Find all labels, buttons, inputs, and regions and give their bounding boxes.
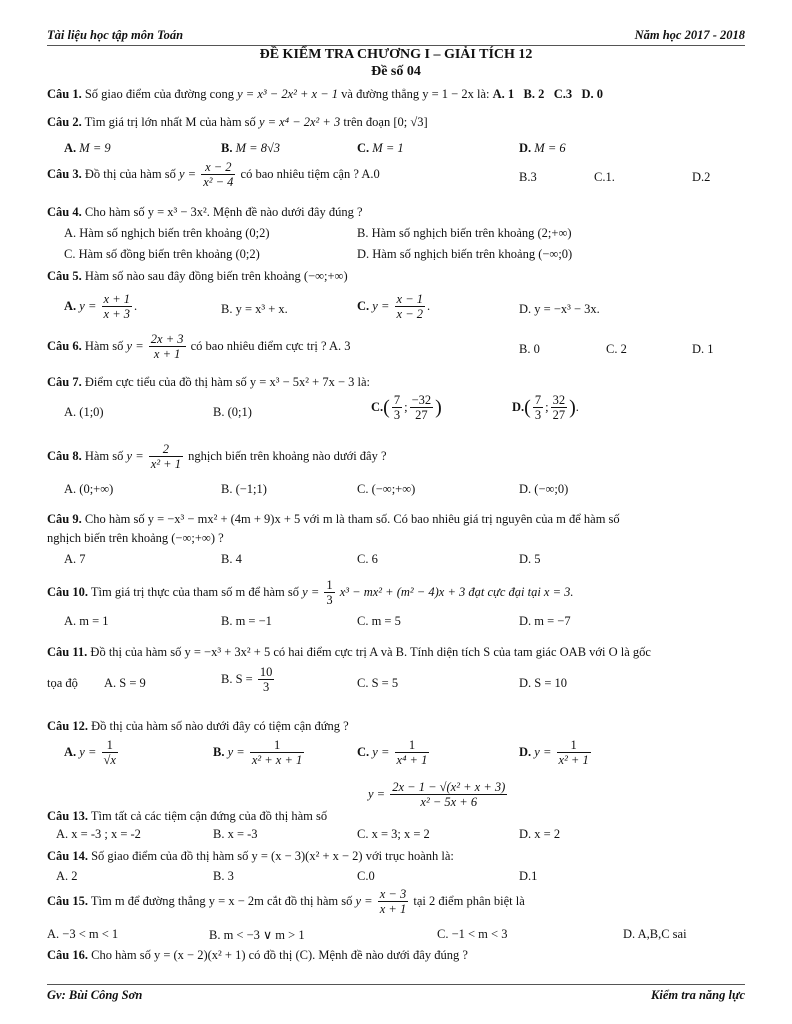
q7-c-label: C. xyxy=(371,399,384,414)
q10-text: Tìm giá trị thực của tham số m để hàm số xyxy=(90,584,300,599)
q3-text: Đồ thị của hàm số xyxy=(84,166,176,181)
q3-text2: có bao nhiêu tiệm cận ? A.0 xyxy=(240,166,380,181)
q2-c-value: M = 1 xyxy=(372,141,404,155)
q14-option-c: C.0 xyxy=(357,869,375,883)
q10-option-d: D. m = −7 xyxy=(519,614,571,628)
q6-text: Hàm số xyxy=(84,338,124,353)
q7-label: Câu 7. xyxy=(47,375,82,389)
q12-option-a: A. y = $\frac{1}{√x}$ xyxy=(64,738,116,768)
question-10: Câu 10. Tìm giá trị thực của tham số m để hàm số y = $\frac{1}{3}$ x³ − mx² + (m² − 4)x + 3 đạt cực đại tại x = 3. xyxy=(47,578,574,608)
q12-c-label: C. xyxy=(357,744,370,759)
q7-d-d2: 27 xyxy=(552,408,566,423)
footer-right: Kiểm tra năng lực xyxy=(651,988,745,1002)
q12-d-label: D. xyxy=(519,744,532,759)
q6-option-a: A. 3 xyxy=(328,338,351,353)
q9-option-d: D. 5 xyxy=(519,552,541,566)
q12-option-c: C. y = $\frac{1}{\text{x⁴ + 1}}$ xyxy=(357,738,428,768)
q13-formula: y = $\frac{\text{2x − 1 − √(x² + x + 3)}}{\text{x² − 5x + 6}}$ xyxy=(368,780,506,810)
q5-c-den: x − 2 xyxy=(396,307,423,322)
q6-label: Câu 6. xyxy=(47,338,82,353)
q5-a-label: A. xyxy=(64,298,77,313)
q3-den: x² − 4 xyxy=(203,175,234,190)
q1-expr: y = x³ − 2x² + x − 1 xyxy=(237,87,339,101)
q12-d-den: x² + 1 xyxy=(558,753,589,768)
q11-line2: tọa độ xyxy=(47,676,78,690)
q5-a-num: x + 1 xyxy=(103,292,130,306)
q15-option-a: A. −3 < m < 1 xyxy=(47,927,119,941)
page-header xyxy=(47,28,745,46)
q12-b-label: B. xyxy=(213,744,225,759)
q15-option-d: D. A,B,C sai xyxy=(623,927,687,941)
q8-text: Hàm số xyxy=(84,448,124,463)
q12-c-den: x⁴ + 1 xyxy=(396,753,428,768)
q9-line2: nghịch biến trên khoảng (−∞;+∞) ? xyxy=(47,531,224,545)
q16-label: Câu 16. xyxy=(47,948,88,962)
q6-den: x + 1 xyxy=(153,347,181,362)
q2-option-a xyxy=(64,141,111,156)
q8-num: 2 xyxy=(149,442,183,457)
q8-option-b: B. (−1;1) xyxy=(221,482,267,496)
q1-text: Số giao điểm của đường cong xyxy=(84,87,234,101)
q1-option-b: B. 2 xyxy=(523,87,545,101)
q7-c-d1: 3 xyxy=(393,408,401,423)
q2-option-d xyxy=(519,141,566,156)
q5-option-b: B. y = x³ + x. xyxy=(221,302,288,316)
q9-line1: Cho hàm số y = −x³ − mx² + (4m + 9)x + 5 với m là tham số. Có bao nhiêu giá trị nguyên của m để hàm số xyxy=(84,512,620,526)
q4-option-c: C. Hàm số đồng biến trên khoảng (0;2) xyxy=(64,247,260,261)
q11-option-d: D. S = 10 xyxy=(519,676,568,690)
q4-option-b: B. Hàm số nghịch biến trên khoảng (2;+∞) xyxy=(357,226,572,240)
q10-label: Câu 10. xyxy=(47,584,88,599)
q4-option-a: A. Hàm số nghịch biến trên khoảng (0;2) xyxy=(64,226,270,240)
q14-option-b: B. 3 xyxy=(213,869,234,883)
q12-text: Đồ thị của hàm số nào dưới đây có tiệm cận đứng ? xyxy=(91,719,349,733)
question-12 xyxy=(47,719,349,734)
q12-b-den: x² + x + 1 xyxy=(251,753,303,768)
q13-num: 2x − 1 − √(x² + x + 3) xyxy=(392,780,506,794)
header-left: Tài liệu học tập môn Toán xyxy=(47,28,184,42)
q7-text: Điểm cực tiểu của đồ thị hàm số y = x³ − 5x² + 7x − 3 là: xyxy=(84,375,370,389)
q11-line1: Đồ thị của hàm số y = −x³ + 3x² + 5 có hai điểm cực trị A và B. Tính diện tích S của tam giác OAB với O là gốc xyxy=(90,645,651,659)
q13-option-b: B. x = -3 xyxy=(213,827,258,841)
q13-label: Câu 13. xyxy=(47,809,88,823)
q8-option-a: A. (0;+∞) xyxy=(64,482,114,496)
q9-option-b: B. 4 xyxy=(221,552,242,566)
page-footer xyxy=(47,984,745,1003)
q14-text: Số giao điểm của đồ thị hàm số y = (x − 3)(x² + x − 2) với trục hoành là: xyxy=(91,849,454,863)
q2-c-label: C. xyxy=(357,141,370,155)
footer-left: Gv: Bùi Công Sơn xyxy=(47,988,143,1002)
q5-a-den: x + 3 xyxy=(103,307,130,322)
q13-den: x² − 5x + 6 xyxy=(420,795,478,810)
q15-den: x + 1 xyxy=(379,902,407,917)
q6-option-b: B. 0 xyxy=(519,342,540,356)
question-14 xyxy=(47,849,454,864)
q11-option-b xyxy=(221,665,276,695)
q8-option-c: C. (−∞;+∞) xyxy=(357,482,416,496)
q15-option-b: B. m < −3 ∨ m > 1 xyxy=(209,928,305,942)
q13-option-a: A. x = -3 ; x = -2 xyxy=(56,827,141,841)
q4-option-d: D. Hàm số nghịch biến trên khoảng (−∞;0) xyxy=(357,247,573,261)
q2-option-c xyxy=(357,141,404,156)
q15-text: Tìm m để đường thẳng y = x − 2m cắt đồ thị hàm số xyxy=(90,893,353,908)
question-16 xyxy=(47,948,468,963)
q2-b-label: B. xyxy=(221,141,233,155)
question-5 xyxy=(47,269,348,284)
q2-a-label: A. xyxy=(64,141,77,155)
q8-label: Câu 8. xyxy=(47,448,82,463)
q2-text2: trên đoạn [0; √3] xyxy=(343,115,428,129)
q8-den: x² + 1 xyxy=(150,457,181,472)
q6-option-d: D. 1 xyxy=(692,342,714,356)
question-2 xyxy=(47,115,428,130)
q13-option-c: C. x = 3; x = 2 xyxy=(357,827,430,841)
q6-text2: có bao nhiêu điểm cực trị ? xyxy=(190,338,327,353)
q5-text: Hàm số nào sau đây đồng biến trên khoảng (−∞;+∞) xyxy=(84,269,348,283)
q2-label: Câu 2. xyxy=(47,115,82,129)
q3-fraction xyxy=(201,160,235,190)
q5-option-c: C. y = $\frac{x - 1}{x - 2}$ . xyxy=(357,292,431,322)
q10-option-c: C. m = 5 xyxy=(357,614,401,628)
q15-label: Câu 15. xyxy=(47,893,88,908)
q5-c-num: x − 1 xyxy=(396,292,423,306)
question-6: Câu 6. Hàm số y = $\frac{2x + 3}{x + 1}$ có bao nhiêu điểm cực trị ? A. 3 xyxy=(47,332,351,362)
question-15: Câu 15. Tìm m để đường thẳng y = x − 2m cắt đồ thị hàm số y = $\frac{x - 3}{x + 1}$ tại 2 điểm phân biệt là xyxy=(47,887,525,917)
q10-option-a: A. m = 1 xyxy=(64,614,109,628)
q11-option-c: C. S = 5 xyxy=(357,676,399,690)
question-11 xyxy=(47,645,651,660)
exam-title: ĐỀ KIỂM TRA CHƯƠNG I – GIẢI TÍCH 12 xyxy=(259,47,533,62)
q3-label: Câu 3. xyxy=(47,166,82,181)
q2-a-value: M = 9 xyxy=(79,141,111,155)
q5-option-d: D. y = −x³ − 3x. xyxy=(519,302,600,316)
question-1 xyxy=(47,87,603,102)
q14-label: Câu 14. xyxy=(47,849,88,863)
q9-option-c: C. 6 xyxy=(357,552,378,566)
q11-label: Câu 11. xyxy=(47,645,88,659)
q11-b-den: 3 xyxy=(262,680,270,695)
q7-d-label: D. xyxy=(512,399,525,414)
q14-option-d: D.1 xyxy=(519,869,538,883)
q10-expr: x³ − mx² + (m² − 4)x + 3 đạt cực đại tại x = 3. xyxy=(339,584,574,599)
q7-d-n2: 32 xyxy=(552,393,566,407)
q13-text: Tìm tất cả các tiệm cận đứng của đồ thị hàm số xyxy=(90,809,328,823)
q5-label: Câu 5. xyxy=(47,269,82,283)
q16-text: Cho hàm số y = (x − 2)(x² + 1) có đồ thị (C). Mệnh đề nào dưới đây đúng ? xyxy=(91,948,468,962)
q15-option-c: C. −1 < m < 3 xyxy=(437,927,508,941)
q7-option-c: C.( $\frac{7}{3}$ ; $\frac{-32}{27}$ ) xyxy=(371,393,442,423)
q4-text: Cho hàm số y = x³ − 3x². Mệnh đề nào dưới đây đúng ? xyxy=(84,205,363,219)
q3-option-c: C.1. xyxy=(594,170,615,184)
question-8: Câu 8. Hàm số y = $\frac{2}{\text{x² + 1}}$ nghịch biến trên khoảng nào dưới đây ? xyxy=(47,442,387,472)
q11-b-label: B. S = xyxy=(221,671,253,686)
q9-option-a: A. 7 xyxy=(64,552,86,566)
q12-a-den: √x xyxy=(103,753,116,768)
q7-c-n1: 7 xyxy=(393,393,401,407)
q2-expr: y = x⁴ − 2x² + 3 xyxy=(258,115,341,129)
q7-d-d1: 3 xyxy=(534,408,542,423)
q3-num: x − 2 xyxy=(201,160,235,175)
q2-b-value: M = 8√3 xyxy=(235,141,281,155)
question-4 xyxy=(47,205,363,220)
q7-c-n2: −32 xyxy=(411,393,432,407)
q3-option-b: B.3 xyxy=(519,170,537,184)
q11-option-a: A. S = 9 xyxy=(104,676,146,690)
header-right: Năm học 2017 - 2018 xyxy=(634,28,745,42)
question-7 xyxy=(47,375,370,390)
question-9 xyxy=(47,512,620,527)
q2-option-b xyxy=(221,141,280,156)
q1-option-c: C.3 xyxy=(553,87,573,101)
q8-text2: nghịch biến trên khoảng nào dưới đây ? xyxy=(188,448,387,463)
q15-text2: tại 2 điểm phân biệt là xyxy=(413,893,525,908)
exam-subtitle: Đề số 04 xyxy=(371,64,421,79)
question-3: Câu 3. Đồ thị của hàm số y = $\frac{x - 2}{\text{x² − 4}}$ có bao nhiêu tiệm cận ? A.0 xyxy=(47,160,380,190)
q12-label: Câu 12. xyxy=(47,719,88,733)
q7-option-a: A. (1;0) xyxy=(64,405,104,419)
q11-b-num: 10 xyxy=(259,665,273,679)
q14-option-a: A. 2 xyxy=(56,869,78,883)
q12-a-label: A. xyxy=(64,744,77,759)
q7-option-b: B. (0;1) xyxy=(213,405,252,419)
q8-option-d: D. (−∞;0) xyxy=(519,482,569,496)
q1-option-a: A. 1 xyxy=(492,87,515,101)
q2-d-label: D. xyxy=(519,141,532,155)
q5-option-a: A. y = $\frac{x + 1}{x + 3}$ . xyxy=(64,292,138,322)
q4-label: Câu 4. xyxy=(47,205,82,219)
q12-option-b: B. y = $\frac{1}{\text{x² + x + 1}}$ xyxy=(213,738,303,768)
q6-option-c: C. 2 xyxy=(606,342,627,356)
q5-c-label: C. xyxy=(357,298,370,313)
q15-num: x − 3 xyxy=(379,887,407,901)
q2-text: Tìm giá trị lớn nhất M của hàm số xyxy=(84,115,256,129)
q10-option-b: B. m = −1 xyxy=(221,614,272,628)
q7-option-d: D.( $\frac{7}{3}$ ; $\frac{32}{27}$ ). xyxy=(512,393,579,423)
q6-num: 2x + 3 xyxy=(150,332,184,346)
question-13 xyxy=(47,809,327,824)
q2-d-value: M = 6 xyxy=(534,141,566,155)
q3-option-d: D.2 xyxy=(692,170,711,184)
q1-label: Câu 1. xyxy=(47,87,82,101)
q7-c-d2: 27 xyxy=(415,408,428,423)
q1-text2: và đường thẳng y = 1 − 2x là: xyxy=(341,87,490,101)
q7-d-n1: 7 xyxy=(534,393,542,407)
q12-option-d: D. y = $\frac{1}{\text{x² + 1}}$ xyxy=(519,738,589,768)
q9-label: Câu 9. xyxy=(47,512,82,526)
q13-option-d: D. x = 2 xyxy=(519,827,561,841)
q1-option-d: D. 0 xyxy=(581,87,604,101)
